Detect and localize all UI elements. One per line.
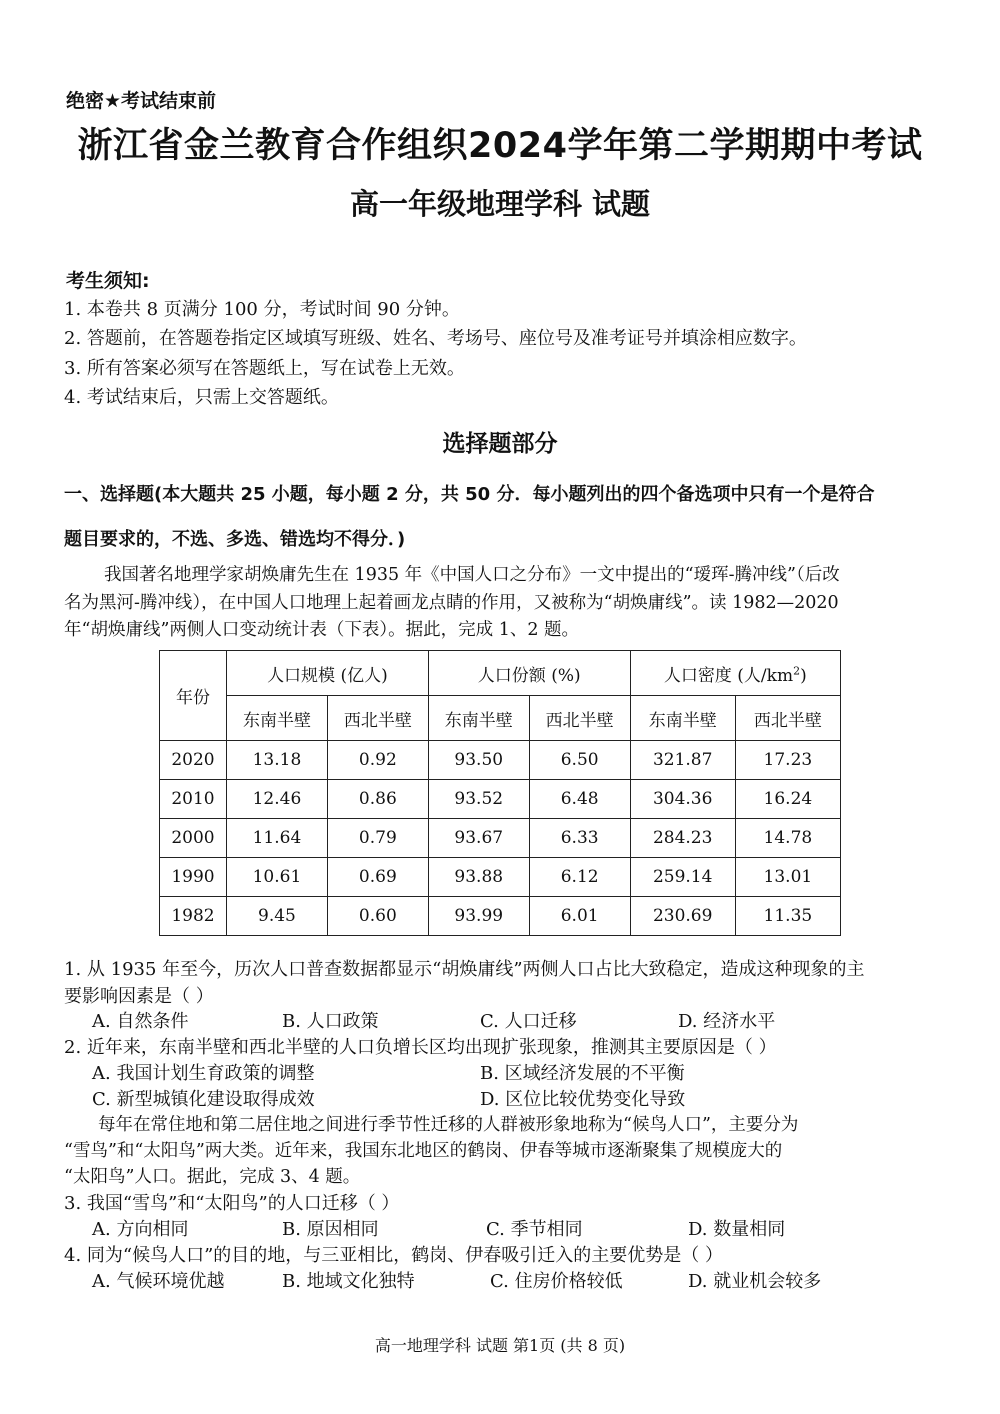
table-cell: 93.88 [428, 858, 529, 897]
table-cell: 0.69 [327, 858, 428, 897]
table-cell: 11.35 [735, 897, 840, 936]
question-2-option-a: A. 我国计划生育政策的调整 [92, 1063, 315, 1084]
question-3-option-b: B. 原因相同 [282, 1219, 379, 1240]
sub-header: 东南半壁 [630, 696, 735, 741]
passage-line: 名为黑河-腾冲线），在中国人口地理上起着画龙点睛的作用，又被称为“胡焕庸线”。读 1982—2020 [64, 593, 839, 613]
question-4-option-a: A. 气候环境优越 [92, 1271, 225, 1292]
part-instructions-line2: 题目要求的，不选、多选、错选均不得分．) [64, 529, 406, 550]
passage-line: “太阳鸟”人口。据此，完成 3、4 题。 [64, 1167, 361, 1187]
question-1-stem-line2: 要影响因素是（ ） [64, 986, 214, 1007]
table-cell: 9.45 [227, 897, 328, 936]
notice-heading: 考生须知: [66, 270, 150, 292]
table-cell: 93.67 [428, 819, 529, 858]
question-3-option-c: C. 季节相同 [486, 1219, 583, 1240]
table-cell: 6.12 [529, 858, 630, 897]
passage-line: 每年在常住地和第二居住地之间进行季节性迁移的人群被形象地称为“候鸟人口”，主要分为 [98, 1115, 799, 1135]
table-cell: 93.50 [428, 741, 529, 780]
table-cell: 321.87 [630, 741, 735, 780]
table-cell: 6.01 [529, 897, 630, 936]
table-cell: 93.52 [428, 780, 529, 819]
table-cell: 14.78 [735, 819, 840, 858]
notice-item: 4. 考试结束后，只需上交答题纸。 [64, 387, 339, 408]
table-cell: 13.18 [227, 741, 328, 780]
sub-header: 东南半壁 [227, 696, 328, 741]
question-1-stem-line1: 1. 从 1935 年至今，历次人口普查数据都显示“胡焕庸线”两侧人口占比大致稳定，造成这种现象的主 [64, 959, 865, 980]
group-header-share: 人口份额 (%) [428, 651, 630, 696]
table-cell: 11.64 [227, 819, 328, 858]
year-cell: 1990 [160, 858, 227, 897]
question-4-option-b: B. 地域文化独特 [282, 1271, 415, 1292]
table-row [160, 780, 841, 819]
table-cell: 16.24 [735, 780, 840, 819]
group-header-density-label: 人口密度 (人/km [663, 665, 794, 686]
passage-line: 我国著名地理学家胡焕庸先生在 1935 年《中国人口之分布》一文中提出的“瑷珲-腾冲线”（后改 [104, 565, 840, 585]
sub-header: 西北半壁 [735, 696, 840, 741]
table-cell: 230.69 [630, 897, 735, 936]
part-instructions-line1: 一、选择题(本大题共 25 小题，每小题 2 分，共 50 分．每小题列出的四个备选项中只有一个是符合 [64, 484, 875, 505]
table-row [160, 858, 841, 897]
table-subheader-row [160, 696, 841, 741]
notice-item: 2. 答题前，在答题卷指定区域填写班级、姓名、考场号、座位号及准考证号并填涂相应数字。 [64, 328, 807, 349]
table-cell: 6.50 [529, 741, 630, 780]
question-3-option-d: D. 数量相同 [688, 1219, 786, 1240]
exam-subtitle: 高一年级地理学科 试题 [349, 187, 651, 221]
passage-line: 年“胡焕庸线”两侧人口变动统计表（下表）。据此，完成 1、2 题。 [64, 620, 580, 640]
table-cell: 0.79 [327, 819, 428, 858]
table-cell: 0.60 [327, 897, 428, 936]
question-1-option-a: A. 自然条件 [92, 1011, 189, 1032]
question-3-option-a: A. 方向相同 [92, 1219, 189, 1240]
table-cell: 93.99 [428, 897, 529, 936]
table-cell: 17.23 [735, 741, 840, 780]
notice-item: 3. 所有答案必须写在答题纸上，写在试卷上无效。 [64, 358, 465, 379]
question-1-option-b: B. 人口政策 [282, 1011, 379, 1032]
question-2-option-b: B. 区域经济发展的不平衡 [480, 1063, 685, 1084]
question-1-option-c: C. 人口迁移 [480, 1011, 577, 1032]
group-header-density [630, 651, 840, 696]
page-footer: 高一地理学科 试题 第1页 (共 8 页) [374, 1336, 626, 1355]
table-cell: 13.01 [735, 858, 840, 897]
question-2-option-d: D. 区位比较优势变化导致 [480, 1089, 686, 1110]
table-cell: 10.61 [227, 858, 328, 897]
sub-header: 东南半壁 [428, 696, 529, 741]
population-table [159, 650, 841, 936]
table-row [160, 741, 841, 780]
sub-header: 西北半壁 [529, 696, 630, 741]
table-cell: 259.14 [630, 858, 735, 897]
question-1-option-d: D. 经济水平 [678, 1011, 776, 1032]
question-4-stem: 4. 同为“候鸟人口”的目的地，与三亚相比，鹤岗、伊春吸引迁入的主要优势是（ ） [64, 1245, 724, 1266]
table-header-row [160, 651, 841, 696]
notice-item: 1. 本卷共 8 页满分 100 分，考试时间 90 分钟。 [64, 299, 460, 320]
table-row [160, 819, 841, 858]
sub-header: 西北半壁 [327, 696, 428, 741]
question-3-stem: 3. 我国“雪鸟”和“太阳鸟”的人口迁移（ ） [64, 1193, 400, 1214]
table-cell: 6.33 [529, 819, 630, 858]
passage-line: “雪鸟”和“太阳鸟”两大类。近年来，我国东北地区的鹤岗、伊春等城市逐渐聚集了规模庞大的 [64, 1141, 783, 1161]
year-cell: 1982 [160, 897, 227, 936]
question-4-option-d: D. 就业机会较多 [688, 1271, 822, 1292]
table-cell: 0.92 [327, 741, 428, 780]
table-cell: 6.48 [529, 780, 630, 819]
question-2-option-c: C. 新型城镇化建设取得成效 [92, 1089, 315, 1110]
year-cell: 2010 [160, 780, 227, 819]
confidential-mark: 绝密★考试结束前 [66, 90, 217, 112]
exam-title: 浙江省金兰教育合作组织2024学年第二学期期中考试 [77, 126, 923, 166]
section-heading: 选择题部分 [442, 431, 558, 457]
table-cell: 0.86 [327, 780, 428, 819]
table-row [160, 897, 841, 936]
year-cell: 2020 [160, 741, 227, 780]
table-cell: 304.36 [630, 780, 735, 819]
year-header: 年份 [160, 651, 227, 741]
question-4-option-c: C. 住房价格较低 [490, 1271, 623, 1292]
table-cell: 284.23 [630, 819, 735, 858]
question-2-stem: 2. 近年来，东南半壁和西北半壁的人口负增长区均出现扩张现象，推测其主要原因是（ ） [64, 1037, 777, 1058]
superscript-2: 2 [793, 663, 801, 677]
group-header-density-close: ) [800, 665, 807, 686]
table-cell: 12.46 [227, 780, 328, 819]
year-cell: 2000 [160, 819, 227, 858]
group-header-scale: 人口规模 (亿人) [227, 651, 429, 696]
